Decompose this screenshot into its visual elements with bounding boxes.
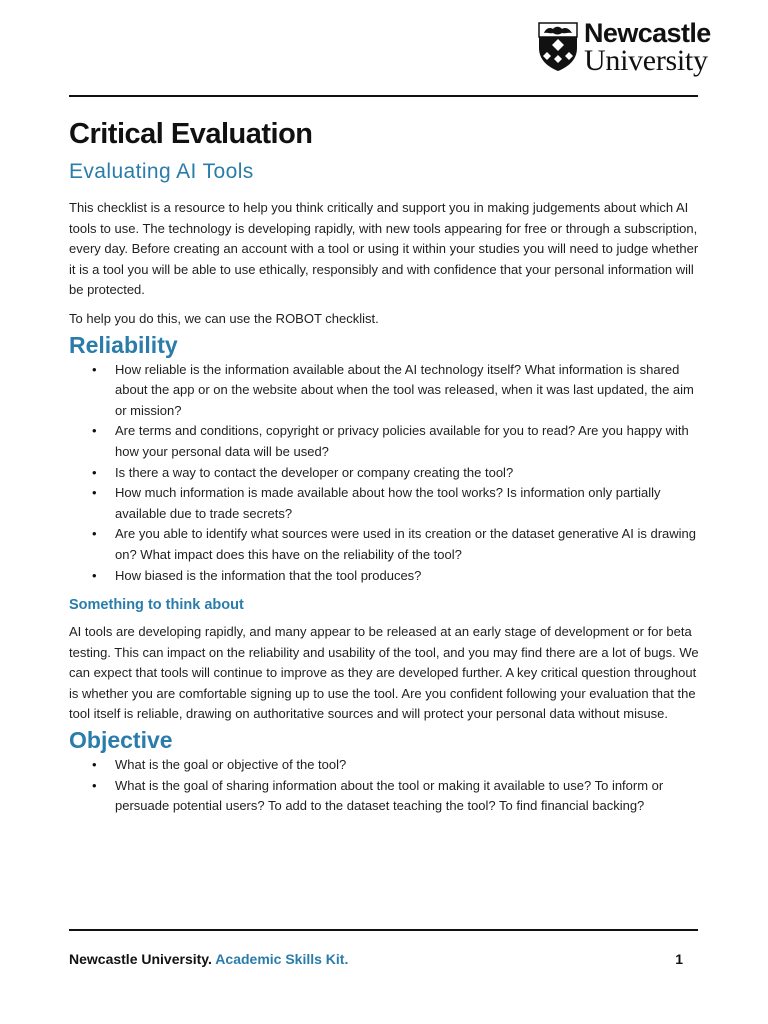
list-item: • Are you able to identify what sources were used in its creation or the dataset generative AI is drawing on? What impact does this have on the reliability of the tool?	[92, 526, 696, 562]
bullet-icon: •	[92, 777, 97, 793]
footer-skills-kit: Academic Skills Kit.	[215, 951, 349, 967]
page-footer	[69, 948, 683, 970]
header-divider	[69, 95, 698, 97]
list-item: • What is the goal or objective of the tool?	[69, 755, 699, 776]
bullet-icon: •	[92, 526, 97, 542]
university-logo	[538, 20, 738, 76]
list-item: • How biased is the information that the tool produces?	[69, 566, 699, 587]
objective-list	[69, 755, 699, 817]
logo-wordmark-line2: University	[584, 44, 708, 77]
bullet-icon: •	[92, 485, 97, 501]
something-to-think-about-heading: Something to think about	[69, 597, 244, 614]
list-item: • How much information is made available about how the tool works? Is information only partially available due to trade secrets?	[92, 485, 661, 521]
page-number: 1	[675, 951, 683, 967]
intro-paragraph: This checklist is a resource to help you think critically and support you in making judgements about which AI tools to use. The technology is developing rapidly, with new tools appearing for free or through a subscription, every day. Before creating an account with a tool or using it within your studies you will need to judge whether it is a tool you will be able to use ethically, responsibly and with confidence that your personal information will be protected.	[69, 200, 699, 298]
bullet-icon: •	[92, 423, 97, 439]
list-item: • What is the goal of sharing information about the tool or making it available to use? To inform or persuade potential users? To add to the dataset teaching the tool? To find financial backing?	[92, 777, 664, 814]
bullet-icon: •	[92, 757, 97, 773]
list-item: • Are terms and conditions, copyright or privacy policies available for you to read? Are you happy with how your personal data will be used?	[92, 423, 689, 459]
footer-divider	[69, 929, 698, 931]
bullet-icon: •	[92, 567, 97, 583]
page-title: Critical Evaluation	[69, 118, 313, 150]
main-content	[69, 114, 699, 817]
bullet-icon: •	[92, 464, 97, 480]
logo-wordmark-line1: Newcastle	[584, 18, 711, 48]
reliability-heading: Reliability	[69, 331, 178, 358]
bullet-icon: •	[92, 361, 97, 377]
list-item: • How reliable is the information available about the AI technology itself? What information is shared about the app or on the website about when the tool was released, when it was last updated, the aim or mission?	[92, 361, 694, 418]
list-item: • Is there a way to contact the developer or company creating the tool?	[69, 463, 699, 484]
footer-organisation: Newcastle University.	[69, 951, 212, 967]
robot-checklist-line: To help you do this, we can use the ROBOT checklist.	[69, 310, 379, 326]
crest-shield-icon	[538, 22, 578, 72]
objective-heading: Objective	[69, 727, 173, 754]
reliability-list	[69, 360, 699, 587]
page-subtitle: Evaluating AI Tools	[69, 160, 254, 183]
think-about-paragraph: AI tools are developing rapidly, and many appear to be released at an early stage of development or for beta testing. This can impact on the reliability and usability of the tool, and you may find there are a lot of bugs. We can expect that tools will continue to improve as they are developed further. A key critical question throughout is whether you are comfortable signing up to use the tool. Are you confident following your evaluation that the tool itself is reliable, drawing on authoritative sources and will protect your personal data without misuse.	[69, 624, 699, 722]
